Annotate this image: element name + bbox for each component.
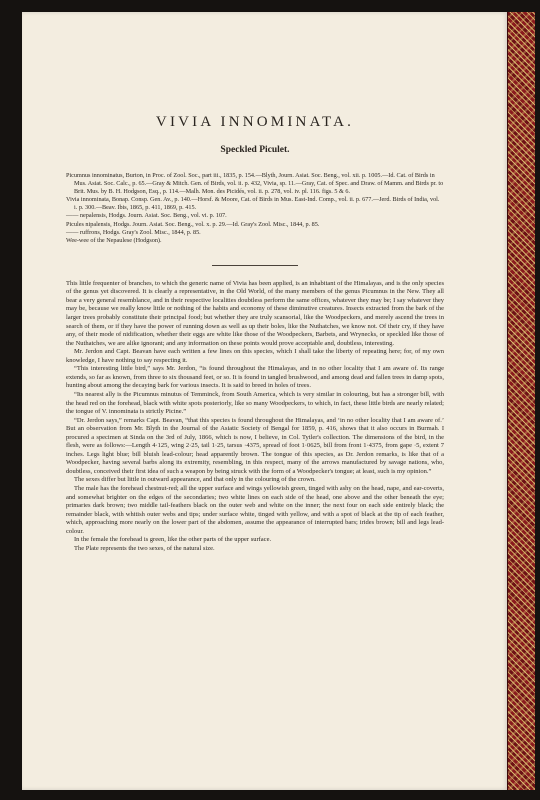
paragraph: “Its nearest ally is the Picumnus minutus of Temminck, from South America, which is very similar in colouring, but has a stronger bill, with the head red on the forehead, black with white spots posteriorly, like so many Woodpeckers, to which, in fact, these little birds are nearly related; the tongue of V. innominata is strictly Picine.”: [66, 390, 444, 416]
synonym-entry: Picumnus innominatus, Burton, in Proc. of Zool. Soc., part iii., 1835, p. 154.—Blyth, Journ. Asiat. Soc. Beng., vol. xii. p. 1005.—Id. Cat. of Birds in Mus. Asiat. Soc. Calc., p. 65.—Gray & Mitch. Gen. of Birds, vol. ii. p. 432, Vivia, sp. 11.—Gray, Cat. of Spec. and Draw. of Mamm. and Birds pr. to Brit. Mus. by B. H. Hodgson, Esq., p. 114.—Malh. Mon. des Picidés, vol. ii. p. 278, vol. iv. pl. 116. figs. 5 & 6.: [66, 172, 444, 196]
paragraph: The male has the forehead chestnut-red; all the upper surface and wings yellowish green, tinged with ashy on the head, nape, and ear-coverts, and somewhat brighter on the edges of the secondaries; two white lines on each side of the head, one above and the other beneath the eye; primaries dark brown; two middle tail-feathers black on the outer web and white on the inner; the next four on each side entirely black; the remainder black, with whitish outer webs and tips; under surface white, tinged with yellow, and with a spot of black at the tip of each feather, which, approaching more nearly on the lower part of the abdomen, assume the appearance of interrupted bars; irides brown; bill and legs lead-colour.: [66, 484, 444, 535]
synonymy-block: [66, 172, 444, 245]
synonym-entry: —— nepalensis, Hodgs. Journ. Asiat. Soc. Beng., vol. vi. p. 107.: [66, 212, 227, 220]
page-text: [66, 108, 444, 553]
paragraph: The Plate represents the two sexes, of the natural size.: [74, 544, 215, 552]
common-name: Speckled Piculet.: [220, 145, 290, 155]
paragraph: This little frequenter of branches, to which the generic name of Vivia has been applied, is an inhabitant of the Himalayas, and is the only species of the genus yet discovered. It is clearly a representative, in the Old World, of the many members of the genus Picumnus in the New. They all bear a very general resemblance, and in their respective localities doubtless perform the same offices, whatever they may be; I say whatever they may be, because we really know little or nothing of the habits and economy of these diminutive creatures. Insects extracted from the bark of the larger trees probably constitute their principal food; but whether they are truly scansorial, like the Woodpeckers, and merely ascend the trees in search of them, or if they have the power of running down as well as up their boles, like the Nuthatches, we know not. Of their cry, if they have any, of their mode of nidification, whether their eggs are white like those of the Woodpeckers, Barbets, and Wrynecks, or speckled like those of the Nuthatches, we are alike ignorant; and any information on these points would prove acceptable and, doubtless, interesting.: [66, 279, 444, 347]
divider-rule: [212, 265, 298, 266]
synonym-entry: Wee-wee of the Nepaulese (Hodgson).: [66, 236, 162, 244]
paragraph: “Dr. Jerdon says,” remarks Capt. Beavan, “that this species is found throughout the Himalayas, and ‘in no other locality that I am aware of.’ But an observation from Mr. Blyth in the Journal of the Asiatic Society of Bengal for 1859, p. 416, shows that it also occurs in Burmah. I procured a specimen at Sinda on the 3rd of July, 1866, which is now, I believe, in Col. Tytler's collection. The dimensions of the bird, in the flesh, were as follows:—Length 4·125, wing 2·25, tail 1·25, tarsus ·4375, spread of foot 1·0625, bill from front 1·4375, from gape ·5, extent 7 inches. Legs light blue; bill bluish lead-colour; head apparently brown. The tongue of this species, as Dr. Jerdon remarks, is like that of a Woodpecker, having several barbs along its extremity, resembling, in this respect, many of the arrows manufactured by savage nations, who, doubtless, conceived their first idea of such a weapon by being struck with the form of a Woodpecker's tongue; at least, such is my opinion.”: [66, 416, 444, 475]
synonym-entry: Picules nipalensis, Hodgs. Journ. Asiat. Soc. Beng., vol. x. p. 29.—Id. Gray's Zool. Misc., 1844, p. 85.: [66, 220, 320, 228]
body-text: [66, 280, 444, 554]
synonym-entry: —— ruffrons, Hodgs. Gray's Zool. Misc., 1844, p. 85.: [66, 228, 201, 236]
marbled-page-edge: [507, 12, 535, 790]
paragraph: Mr. Jerdon and Capt. Beavan have each written a few lines on this species, which I shall take the liberty of repeating here; for, of my own knowledge, I have nothing to say respecting it.: [66, 348, 444, 364]
paragraph: In the female the forehead is green, like the other parts of the upper surface.: [74, 536, 272, 544]
paragraph: The sexes differ but little in outward appearance, and that only in the colouring of the crown.: [74, 476, 316, 484]
species-title: VIVIA INNOMINATA.: [155, 114, 355, 130]
paragraph: “This interesting little bird,” says Mr. Jerdon, “is found throughout the Himalayas, and in no other locality that I am aware of. Its range extends, so far as known, from three to six thousand feet, or so. It is found in tangled brushwood, and among dead and fallen trees in damp spots, hunting about among the decaying bark for various insects. It is said to breed in holes of trees.: [66, 365, 444, 390]
synonym-entry: Vivia innominata, Bonap. Consp. Gen. Av., p. 140.—Horsf. & Moore, Cat. of Birds in Mus. East-Ind. Comp., vol. ii. p. 677.—Jerd. Birds of India, vol. i. p. 300.—Beav. Ibis, 1865, p. 411, 1869, p. 415.: [66, 196, 440, 212]
